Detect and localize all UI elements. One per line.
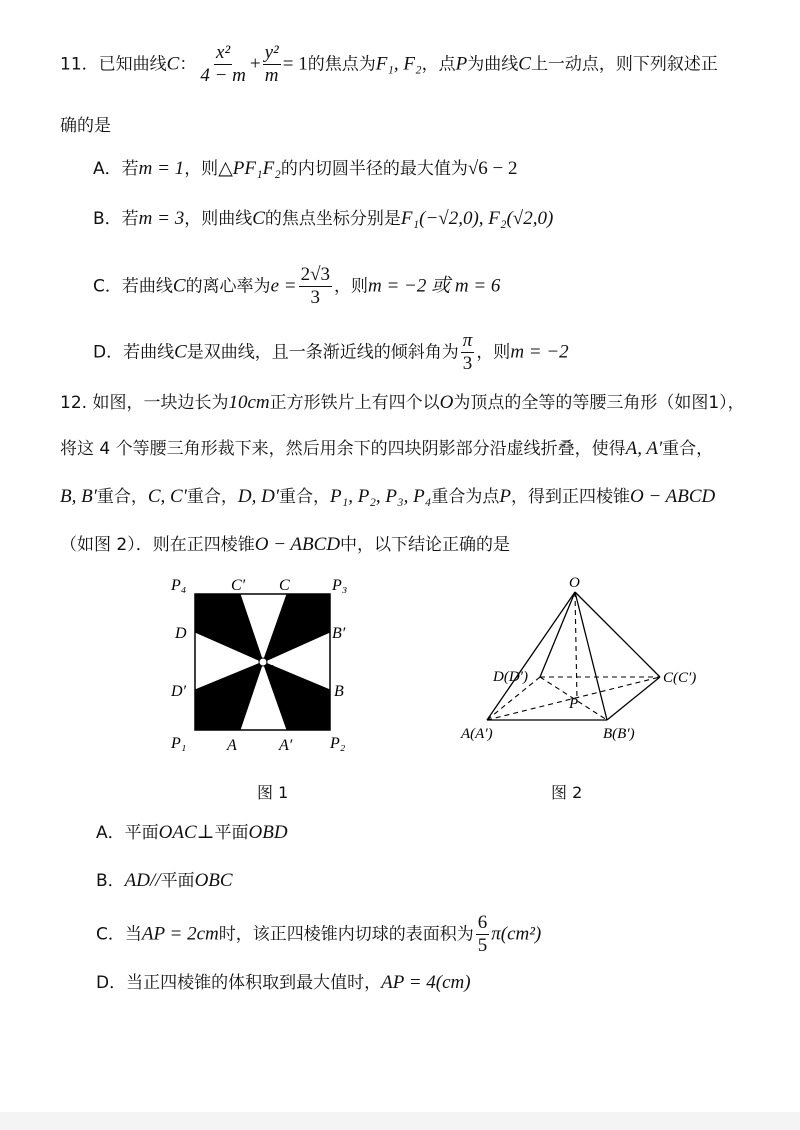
fig1-shade-top-right <box>263 594 330 662</box>
figure-1-square <box>165 572 355 757</box>
q11-stem-line1: 11．已知曲线C： $\frac{\text{x²}}{4 - m}$ + $\frac{\text{y²}}{m}$ = 1的焦点为F₁, F₂，点P为曲线C上一动点，则下列叙述正 <box>60 42 718 86</box>
figure-2-pyramid <box>455 572 735 752</box>
fig1-label-a: A <box>227 737 237 754</box>
q12-option-b: B．AD//平面OBC <box>96 870 233 891</box>
fraction-eccentricity: $\frac{2√3}{3}$ <box>300 264 331 308</box>
fraction-x2: $\frac{\text{x²}}{4 - m}$ <box>200 42 246 86</box>
fig1-label-d: D <box>175 625 187 642</box>
q12-number: 12. <box>60 393 88 413</box>
fig1-label-p1: P₁ <box>171 735 187 752</box>
q11-option-c: C．若曲线C的离心率为e = $\frac{2√3}{3}$ ，则m = −2 或 m = 6 <box>93 264 501 308</box>
fig1-label-bprime: B′ <box>332 625 346 642</box>
fig1-label-aprime: A′ <box>279 737 293 754</box>
q11-option-a: A．若m = 1，则△PF₁F₂的内切圆半径的最大值为√6 − 2 <box>93 158 518 179</box>
fig1-center-o <box>259 658 267 666</box>
q12-stem-line4: （如图 2）．则在正四棱锥O − ABCD中，以下结论正确的是 <box>60 534 511 555</box>
q12-stem-line1: 12. 如图，一块边长为10cm正方形铁片上有四个以O为顶点的全等的等腰三角形（如图1）， <box>60 392 745 413</box>
figure-2-caption: 图 2 <box>551 783 583 802</box>
fraction-pi-over-3: $\frac{\pi}{3}$ <box>462 330 473 374</box>
fig1-label-o: O <box>267 663 275 675</box>
q12-stem-line3: B, B′重合，C, C′重合，D, D′重合，P₁, P₂, P₃, P₄重合为点P，得到正四棱锥O − ABCD <box>60 486 716 507</box>
fig2-label-d: D(D′) <box>493 669 528 685</box>
fig1-label-p4: P₄ <box>171 577 187 594</box>
page-bottom-strip <box>0 1112 800 1130</box>
fig2-label-p: P <box>569 696 579 712</box>
q11-stem-line2: 确的是 <box>60 116 111 136</box>
fig1-label-b: B <box>334 683 344 700</box>
q12-option-c: C．当AP = 2cm时，该正四棱锥内切球的表面积为 $\frac{6}{5}$ π(cm²) <box>96 912 542 956</box>
q12-option-d: D．当正四棱锥的体积取到最大值时，AP = 4(cm) <box>96 972 471 993</box>
fig2-labels <box>460 575 696 742</box>
q11-option-b: B．若m = 3，则曲线C的焦点坐标分别是F₁(−√2,0), F₂(√2,0) <box>93 208 554 229</box>
fig1-shade-top-left <box>195 594 263 662</box>
foci-label: F₁, F₂ <box>375 53 422 75</box>
q11-option-d: D．若曲线C是双曲线，且一条渐近线的倾斜角为 $\frac{\pi}{3}$ ，则m = −2 <box>93 330 569 374</box>
fig2-label-a: A(A′) <box>461 726 493 742</box>
curve-label: C <box>166 53 180 75</box>
figure-1-caption: 图 1 <box>257 783 289 802</box>
fig1-label-cprime: C′ <box>231 577 246 594</box>
fig1-shade-bottom-left <box>195 662 263 730</box>
fig2-label-c: C(C′) <box>663 670 697 686</box>
q11-number: 11． <box>60 54 99 75</box>
fig1-label-c: C <box>279 577 290 594</box>
q12-stem-line2: 将这 4 个等腰三角形裁下来，然后用余下的四块阴影部分沿虚线折叠，使得A, A′重合， <box>60 438 714 459</box>
q12-option-a: A．平面OAC⊥平面OBD <box>96 822 288 843</box>
fig1-label-dprime: D′ <box>171 683 187 700</box>
fig1-label-p2: P₂ <box>330 735 346 752</box>
fraction-6-over-5: $\frac{6}{5}$ <box>477 912 488 956</box>
fig1-label-p3: P₃ <box>332 577 348 594</box>
fraction-y2: $\frac{\text{y²}}{m}$ <box>264 42 279 86</box>
fig2-label-o: O <box>569 575 580 591</box>
fig2-label-b: B(B′) <box>603 726 635 742</box>
